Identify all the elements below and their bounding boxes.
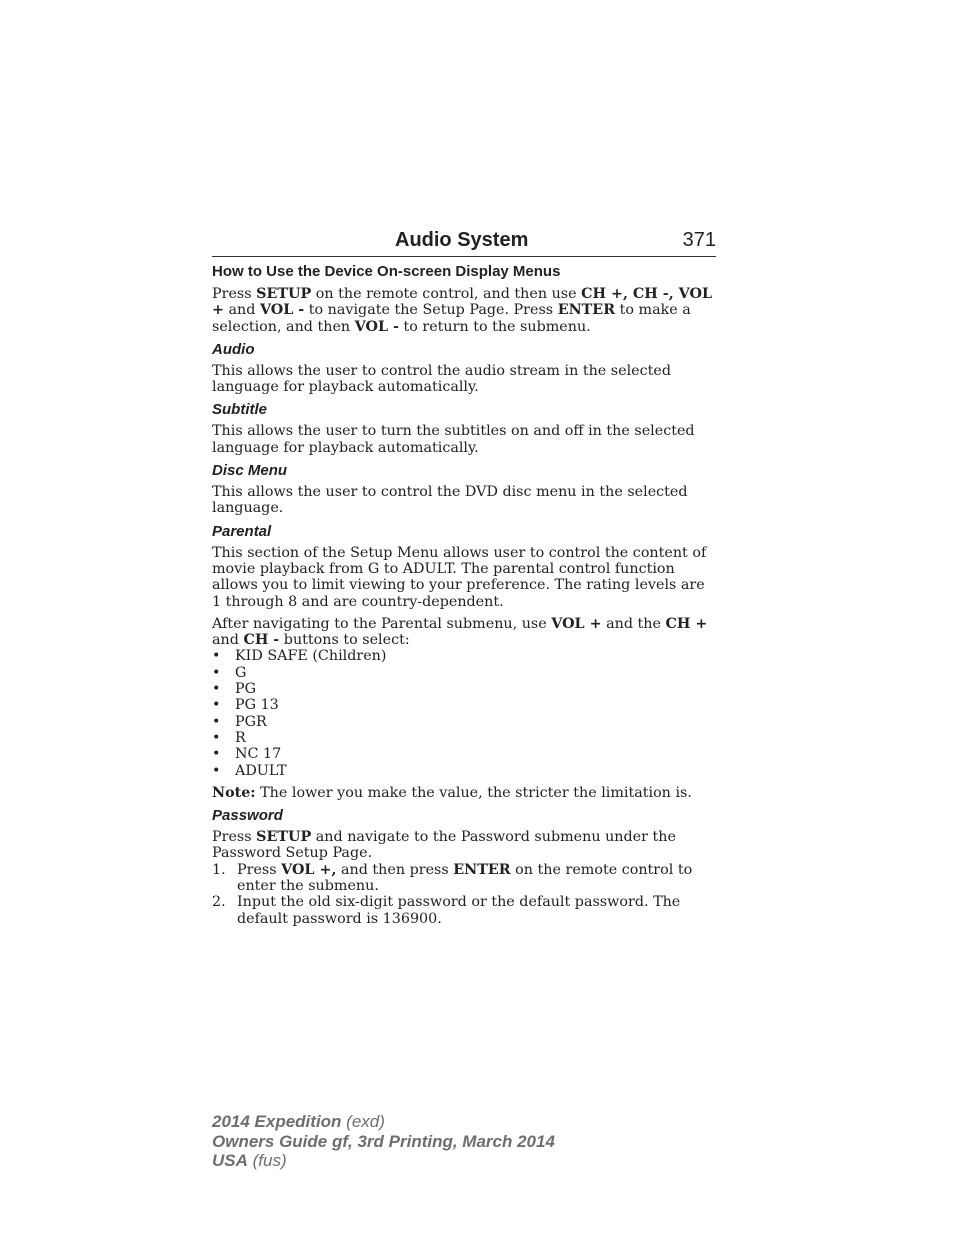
list-item: • R	[212, 730, 716, 746]
password-steps	[212, 862, 716, 927]
disc-menu-heading: Disc Menu	[212, 462, 288, 480]
page-number: 371	[682, 229, 716, 251]
list-item: 2. Input the old six-digit password or the default password. The default password is 136900.	[212, 894, 681, 927]
page-content	[212, 228, 716, 927]
intro-paragraph: Press SETUP on the remote control, and then use CH +, CH -, VOL + and VOL - to navigate the Setup Page. Press ENTER to make a selection, and then VOL - to return to the submenu.	[212, 286, 713, 335]
list-item: 1. Press VOL +, and then press ENTER on the remote control to enter the submenu.	[212, 861, 693, 895]
footer-line-vehicle: 2014 Expedition (exd)	[212, 1112, 385, 1131]
list-item: • G	[212, 665, 716, 681]
rating-list	[212, 648, 716, 778]
section-heading: How to Use the Device On-screen Display Menus	[212, 263, 561, 280]
subtitle-heading: Subtitle	[212, 401, 267, 419]
list-item: • PG 13	[212, 697, 716, 713]
page-header	[212, 228, 716, 257]
footer-line-market: USA (fus)	[212, 1151, 287, 1170]
chapter-title: Audio System	[395, 229, 529, 251]
disc-menu-text: This allows the user to control the DVD disc menu in the selected language.	[212, 484, 688, 517]
note-label: Note:	[212, 784, 256, 801]
password-heading: Password	[212, 807, 283, 825]
list-item: • KID SAFE (Children)	[212, 648, 716, 664]
list-item: • NC 17	[212, 746, 716, 762]
page-footer	[212, 1112, 555, 1171]
list-item: • ADULT	[212, 763, 716, 779]
audio-heading: Audio	[212, 340, 255, 358]
list-item: • PG	[212, 681, 716, 697]
footer-line-guide: Owners Guide gf, 3rd Printing, March 2014	[212, 1131, 555, 1151]
parental-text: This section of the Setup Menu allows user to control the content of movie playback from G to ADULT. The parental control function allows you to limit viewing to your preference. The rating levels are 1 through 8 and are country-dependent.	[212, 544, 707, 610]
password-intro: Press SETUP and navigate to the Password submenu under the Password Setup Page.	[212, 829, 676, 862]
list-item: • PGR	[212, 714, 716, 730]
subtitle-text: This allows the user to turn the subtitles on and off in the selected language for playback automatically.	[212, 423, 695, 456]
parental-heading: Parental	[212, 522, 272, 540]
note-paragraph: Note: The lower you make the value, the stricter the limitation is.	[212, 784, 692, 801]
audio-text: This allows the user to control the audio stream in the selected language for playback automatically.	[212, 362, 672, 396]
parental-nav-text: After navigating to the Parental submenu, use VOL + and the CH + and CH - buttons to select:	[212, 615, 708, 649]
